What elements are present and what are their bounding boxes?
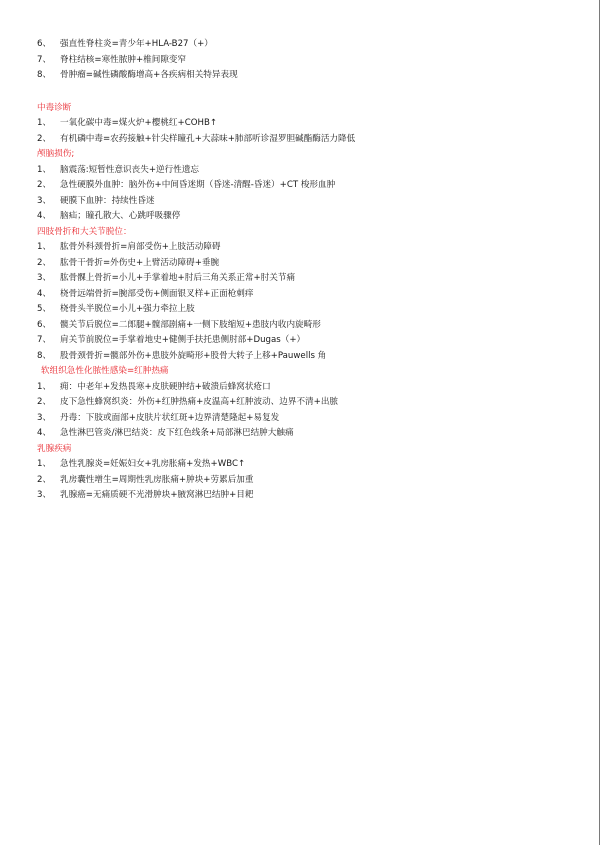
section-heading-text: 软组织急性化脓性感染=红肿热痛: [41, 366, 169, 376]
list-item: [0, 194, 595, 210]
list-item: [0, 132, 595, 148]
item-number: 4、: [37, 211, 52, 221]
item-number: 1、: [37, 118, 52, 128]
item-text: 骨肿瘤=碱性磷酸酶增高+各疾病相关特异表现: [60, 70, 238, 80]
item-text: 肱骨髁上骨折=小儿+手掌着地+肘后三角关系正常+肘关节痛: [60, 273, 296, 283]
item-text: 硬膜下血肿：持续性昏迷: [60, 195, 155, 206]
section-heading: [0, 147, 595, 163]
list-item: [0, 53, 595, 69]
item-number: 4、: [37, 428, 52, 438]
item-text: 急性硬膜外血肿：脑外伤+中间昏迷期（昏迷-清醒-昏迷）+CT 梭形血肿: [60, 180, 336, 190]
section-heading: [0, 442, 595, 458]
item-text: 急性乳腺炎=妊娠妇女+乳房胀痛+发热+WBC↑: [60, 459, 246, 469]
item-text: 桡骨头半脱位=小儿+强力牵拉上肢: [60, 304, 195, 314]
item-text: 丹毒：下肢或面部+皮肤片状红斑+边界清楚隆起+易复发: [60, 412, 280, 423]
item-number: 7、: [37, 335, 52, 345]
list-item: [0, 488, 595, 504]
item-number: 2、: [37, 397, 52, 407]
document-body: [0, 37, 595, 504]
section-heading-text: 四肢骨折和大关节脱位：: [37, 226, 132, 237]
list-item: [0, 380, 595, 396]
item-number: 6、: [37, 319, 52, 330]
item-number: 3、: [37, 412, 52, 423]
list-item: [0, 302, 595, 318]
list-item: [0, 240, 595, 256]
section-brain-injury: [0, 147, 595, 225]
item-text: 桡骨远端骨折=腕部受伤+侧面银叉样+正面枪刺痒: [60, 288, 254, 299]
item-number: 3、: [37, 195, 52, 206]
item-text: 肱骨外科颈骨折=肩部受伤+上肢活动障碍: [60, 242, 221, 252]
section-fractures: [0, 225, 595, 365]
item-number: 4、: [37, 288, 52, 299]
item-text: 肩关节前脱位=手掌着地史+健侧手扶托患侧肘部+Dugas（+）: [60, 335, 306, 345]
item-text: 乳腺癌=无痛质硬不光滑肿块+腋窝淋巴结肿+目耙: [60, 490, 254, 500]
item-number: 2、: [37, 180, 52, 190]
item-text: 脑震荡:短暂性意识丧失+逆行性遗忘: [60, 164, 200, 175]
item-number: 2、: [37, 474, 52, 485]
list-item: [0, 271, 595, 287]
list-item: [0, 333, 595, 349]
list-item: [0, 318, 595, 334]
item-text: 髋关节后脱位=二郎腿+髋部剧痛+一侧下肢缩短+患肢内收内旋畸形: [60, 319, 321, 330]
section-heading: [0, 364, 595, 380]
list-item: [0, 163, 595, 179]
item-number: 1、: [37, 459, 52, 469]
item-text: 脊柱结核=寒性脓肿+椎间隙变窄: [60, 54, 187, 65]
list-item: [0, 411, 595, 427]
page-right-edge: [599, 0, 600, 845]
section-heading: [0, 101, 595, 117]
item-number: 2、: [37, 257, 52, 268]
list-item: [0, 426, 595, 442]
section-heading-text: 乳腺疾病: [37, 443, 72, 454]
section-heading: [0, 225, 595, 241]
section-breast-disease: [0, 442, 595, 504]
section-spine-continued: [0, 37, 595, 84]
list-item: [0, 349, 595, 365]
section-soft-tissue-infection: [0, 364, 595, 442]
item-text: 乳房囊性增生=周期性乳房胀痛+肿块+劳累后加重: [60, 474, 254, 485]
list-item: [0, 395, 595, 411]
section-heading-text: 颅脑损伤;: [37, 149, 75, 159]
item-text: 有机磷中毒=农药接触+针尖样瞳孔+大蒜味+肺部听诊湿罗胆碱酯酶活力降低: [60, 133, 356, 144]
item-text: 皮下急性蜂窝织炎：外伤+红肿热痛+皮温高+红肿波动、边界不清+出脓: [60, 397, 339, 407]
item-text: 痈：中老年+发热畏寒+皮肤硬肿结+破溃后蜂窝状疮口: [60, 381, 271, 392]
item-text: 脑疝；瞳孔散大、心跳呼吸骤停: [60, 211, 181, 221]
item-number: 8、: [37, 350, 52, 361]
item-number: 8、: [37, 70, 52, 80]
item-number: 1、: [37, 381, 52, 392]
item-number: 3、: [37, 490, 52, 500]
item-number: 3、: [37, 273, 52, 283]
item-number: 7、: [37, 54, 52, 65]
item-text: 急性淋巴管炎/淋巴结炎：皮下红色线条+局部淋巴结肿大触痛: [60, 428, 294, 438]
list-item: [0, 256, 595, 272]
item-number: 1、: [37, 242, 52, 252]
item-number: 2、: [37, 133, 52, 144]
item-number: 6、: [37, 39, 52, 49]
list-item: [0, 209, 595, 225]
item-text: 股骨颈骨折=髋部外伤+患肢外旋畸形+股骨大转子上移+Pauwells 角: [60, 350, 327, 361]
item-text: 强直性脊柱炎=青少年+HLA-B27（+）: [60, 39, 213, 49]
list-item: [0, 457, 595, 473]
list-item: [0, 68, 595, 84]
section-poisoning: [0, 101, 595, 148]
list-item: [0, 178, 595, 194]
list-item: [0, 116, 595, 132]
section-heading-text: 中毒诊断: [37, 102, 72, 113]
list-item: [0, 287, 595, 303]
item-text: 肱骨干骨折=外伤史+上臂活动障碍+垂腕: [60, 257, 220, 268]
item-number: 1、: [37, 164, 52, 175]
item-number: 5、: [37, 304, 52, 314]
item-text: 一氧化碳中毒=煤火炉+樱桃红+COHB↑: [60, 118, 218, 128]
list-item: [0, 473, 595, 489]
list-item: [0, 37, 595, 53]
